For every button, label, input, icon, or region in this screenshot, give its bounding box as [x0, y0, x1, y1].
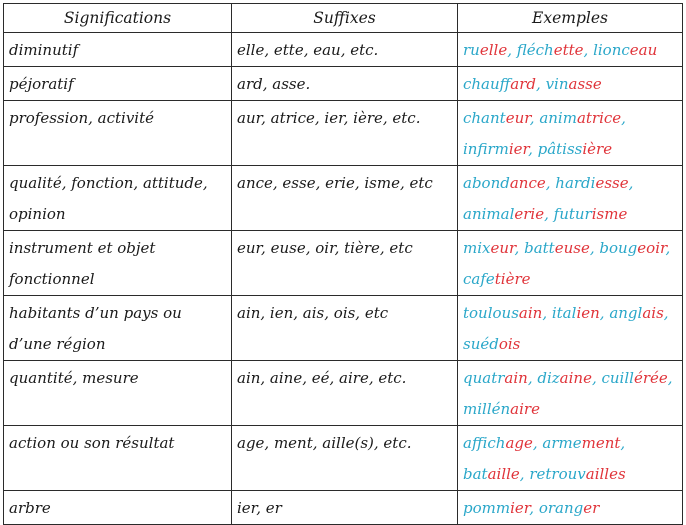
- table-row: [4, 361, 683, 426]
- example-suffix: ier: [508, 140, 529, 158]
- example-stem: toulous: [463, 304, 519, 322]
- suffixes-cell: ain, aine, eé, aire, etc.: [232, 361, 458, 426]
- example-suffix: eur: [505, 109, 530, 127]
- example-suffix: asse: [568, 75, 602, 93]
- example-separator: ,: [532, 434, 543, 452]
- example-word: [539, 499, 599, 517]
- header-significations: Significations: [4, 4, 232, 33]
- table-row: [4, 101, 683, 166]
- example-suffix: age: [505, 434, 533, 452]
- example-stem: animal: [463, 205, 515, 223]
- example-suffix: ard: [510, 75, 537, 93]
- table-row: [4, 491, 683, 525]
- example-suffix: ais: [642, 304, 664, 322]
- suffix-table: [3, 3, 683, 525]
- header-suffixes: Suffixes: [232, 4, 458, 33]
- examples-cell: [458, 231, 683, 296]
- example-suffix: euse: [554, 239, 590, 257]
- signification-cell: arbre: [4, 491, 232, 525]
- examples-cell: [458, 67, 683, 101]
- example-stem: boug: [599, 239, 638, 257]
- example-separator: ,: [527, 369, 538, 387]
- table-row: [4, 231, 683, 296]
- example-word: [538, 140, 613, 158]
- signification-cell: instrument et objet fonctionnel: [4, 231, 232, 296]
- example-suffix: ien: [576, 304, 600, 322]
- example-stem: infirm: [463, 140, 509, 158]
- example-word: [542, 434, 625, 452]
- suffixes-cell: eur, euse, oir, tière, etc: [232, 231, 458, 296]
- example-stem: abond: [463, 174, 510, 192]
- example-stem: cuill: [601, 369, 634, 387]
- example-stem: cafe: [463, 270, 495, 288]
- example-stem: suéd: [463, 335, 499, 353]
- signification-cell: action ou son résultat: [4, 426, 232, 491]
- suffixes-cell: ard, asse.: [232, 67, 458, 101]
- example-word: [463, 205, 554, 223]
- example-word: [546, 75, 602, 93]
- example-suffix: eur: [490, 239, 515, 257]
- examples-cell: [458, 33, 683, 67]
- suffixes-cell: ain, ien, ais, ois, etc: [232, 296, 458, 361]
- example-word: [463, 434, 542, 452]
- example-stem: angl: [609, 304, 643, 322]
- example-separator: ,: [583, 41, 594, 59]
- example-word: [602, 369, 673, 387]
- example-word: [555, 174, 633, 192]
- example-stem: affich: [463, 434, 506, 452]
- example-stem: ru: [463, 41, 480, 59]
- example-suffix: eau: [629, 41, 658, 59]
- example-stem: mix: [463, 239, 491, 257]
- example-suffix: tière: [494, 270, 531, 288]
- example-word: [463, 465, 529, 483]
- example-word: [463, 239, 524, 257]
- table-row: [4, 296, 683, 361]
- example-separator: ,: [545, 174, 556, 192]
- example-separator: ,: [529, 109, 540, 127]
- example-separator: ,: [620, 434, 626, 452]
- example-stem: anim: [539, 109, 577, 127]
- example-word: [539, 109, 626, 127]
- table-row: [4, 166, 683, 231]
- example-suffix: ier: [510, 499, 530, 517]
- example-stem: vin: [545, 75, 569, 93]
- example-word: [463, 335, 520, 353]
- example-stem: fléch: [516, 41, 554, 59]
- example-stem: hardi: [555, 174, 596, 192]
- example-suffix: érée: [633, 369, 668, 387]
- example-separator: ,: [536, 75, 546, 93]
- example-stem: millén: [463, 400, 511, 418]
- table-row: [4, 67, 683, 101]
- example-word: [552, 304, 609, 322]
- suffixes-cell: ier, er: [232, 491, 458, 525]
- signification-cell: qualité, fonction, attitude, opinion: [4, 166, 232, 231]
- signification-cell: péjoratif: [4, 67, 232, 101]
- example-separator: ,: [544, 205, 554, 223]
- example-word: [517, 41, 593, 59]
- example-suffix: isme: [591, 205, 628, 223]
- examples-cell: [458, 426, 683, 491]
- example-word: [463, 75, 546, 93]
- example-word: [463, 304, 552, 322]
- example-word: [537, 369, 601, 387]
- example-word: [554, 205, 628, 223]
- table-row: [4, 426, 683, 491]
- example-word: [463, 270, 531, 288]
- header-exemples: Exemples: [458, 4, 683, 33]
- example-stem: bat: [463, 465, 488, 483]
- signification-cell: habitants d’un pays ou d’une région: [4, 296, 232, 361]
- example-suffix: ain: [518, 304, 543, 322]
- example-suffix: erie: [514, 205, 545, 223]
- example-stem: retrouv: [529, 465, 586, 483]
- example-word: [463, 41, 517, 59]
- example-word: [599, 239, 670, 257]
- suffixes-cell: aur, atrice, ier, ière, etc.: [232, 101, 458, 166]
- example-suffix: esse: [595, 174, 629, 192]
- example-separator: ,: [589, 239, 600, 257]
- example-separator: ,: [621, 109, 626, 127]
- example-stem: orang: [538, 499, 584, 517]
- table-row: [4, 33, 683, 67]
- example-word: [463, 400, 540, 418]
- example-word: [463, 140, 538, 158]
- example-separator: ,: [667, 369, 673, 387]
- example-suffix: ailles: [585, 465, 626, 483]
- example-separator: ,: [628, 174, 634, 192]
- example-word: [609, 304, 668, 322]
- example-word: [463, 174, 555, 192]
- example-stem: ital: [551, 304, 577, 322]
- example-suffix: ière: [582, 140, 613, 158]
- example-stem: pâtiss: [537, 140, 583, 158]
- example-separator: ,: [542, 304, 552, 322]
- examples-cell: [458, 166, 683, 231]
- example-separator: ,: [665, 239, 671, 257]
- example-stem: chant: [463, 109, 506, 127]
- example-suffix: ette: [553, 41, 584, 59]
- example-separator: ,: [599, 304, 610, 322]
- example-suffix: ain: [504, 369, 528, 387]
- example-word: [529, 465, 625, 483]
- example-suffix: elle: [479, 41, 508, 59]
- example-separator: ,: [514, 239, 525, 257]
- example-stem: diz: [537, 369, 560, 387]
- signification-cell: quantité, mesure: [4, 361, 232, 426]
- example-word: [463, 369, 537, 387]
- example-suffix: ance: [509, 174, 546, 192]
- signification-cell: diminutif: [4, 33, 232, 67]
- example-separator: ,: [528, 140, 538, 158]
- example-suffix: aire: [510, 400, 540, 418]
- example-suffix: aille: [487, 465, 520, 483]
- example-word: [524, 239, 599, 257]
- example-suffix: atrice: [576, 109, 622, 127]
- example-stem: quatr: [463, 369, 505, 387]
- example-stem: futur: [553, 205, 592, 223]
- example-stem: arme: [542, 434, 582, 452]
- examples-cell: [458, 296, 683, 361]
- signification-cell: profession, activité: [4, 101, 232, 166]
- examples-cell: [458, 101, 683, 166]
- example-suffix: eoir: [637, 239, 666, 257]
- example-stem: batt: [524, 239, 555, 257]
- examples-cell: [458, 361, 683, 426]
- example-suffix: aine: [559, 369, 592, 387]
- example-word: [463, 109, 539, 127]
- example-stem: pomm: [463, 499, 511, 517]
- example-word: [593, 41, 657, 59]
- example-separator: ,: [507, 41, 517, 59]
- example-separator: ,: [519, 465, 530, 483]
- suffixes-cell: age, ment, aille(s), etc.: [232, 426, 458, 491]
- suffixes-cell: elle, ette, eau, etc.: [232, 33, 458, 67]
- example-separator: ,: [663, 304, 669, 322]
- suffixes-cell: ance, esse, erie, isme, etc: [232, 166, 458, 231]
- example-word: [463, 499, 539, 517]
- example-separator: ,: [591, 369, 602, 387]
- example-suffix: ment: [581, 434, 621, 452]
- header-row: [4, 4, 683, 33]
- example-separator: ,: [529, 499, 539, 517]
- examples-cell: [458, 491, 683, 525]
- example-stem: lionc: [593, 41, 630, 59]
- example-suffix: er: [583, 499, 600, 517]
- example-stem: chauff: [463, 75, 511, 93]
- example-suffix: ois: [498, 335, 521, 353]
- table-body: [4, 33, 683, 525]
